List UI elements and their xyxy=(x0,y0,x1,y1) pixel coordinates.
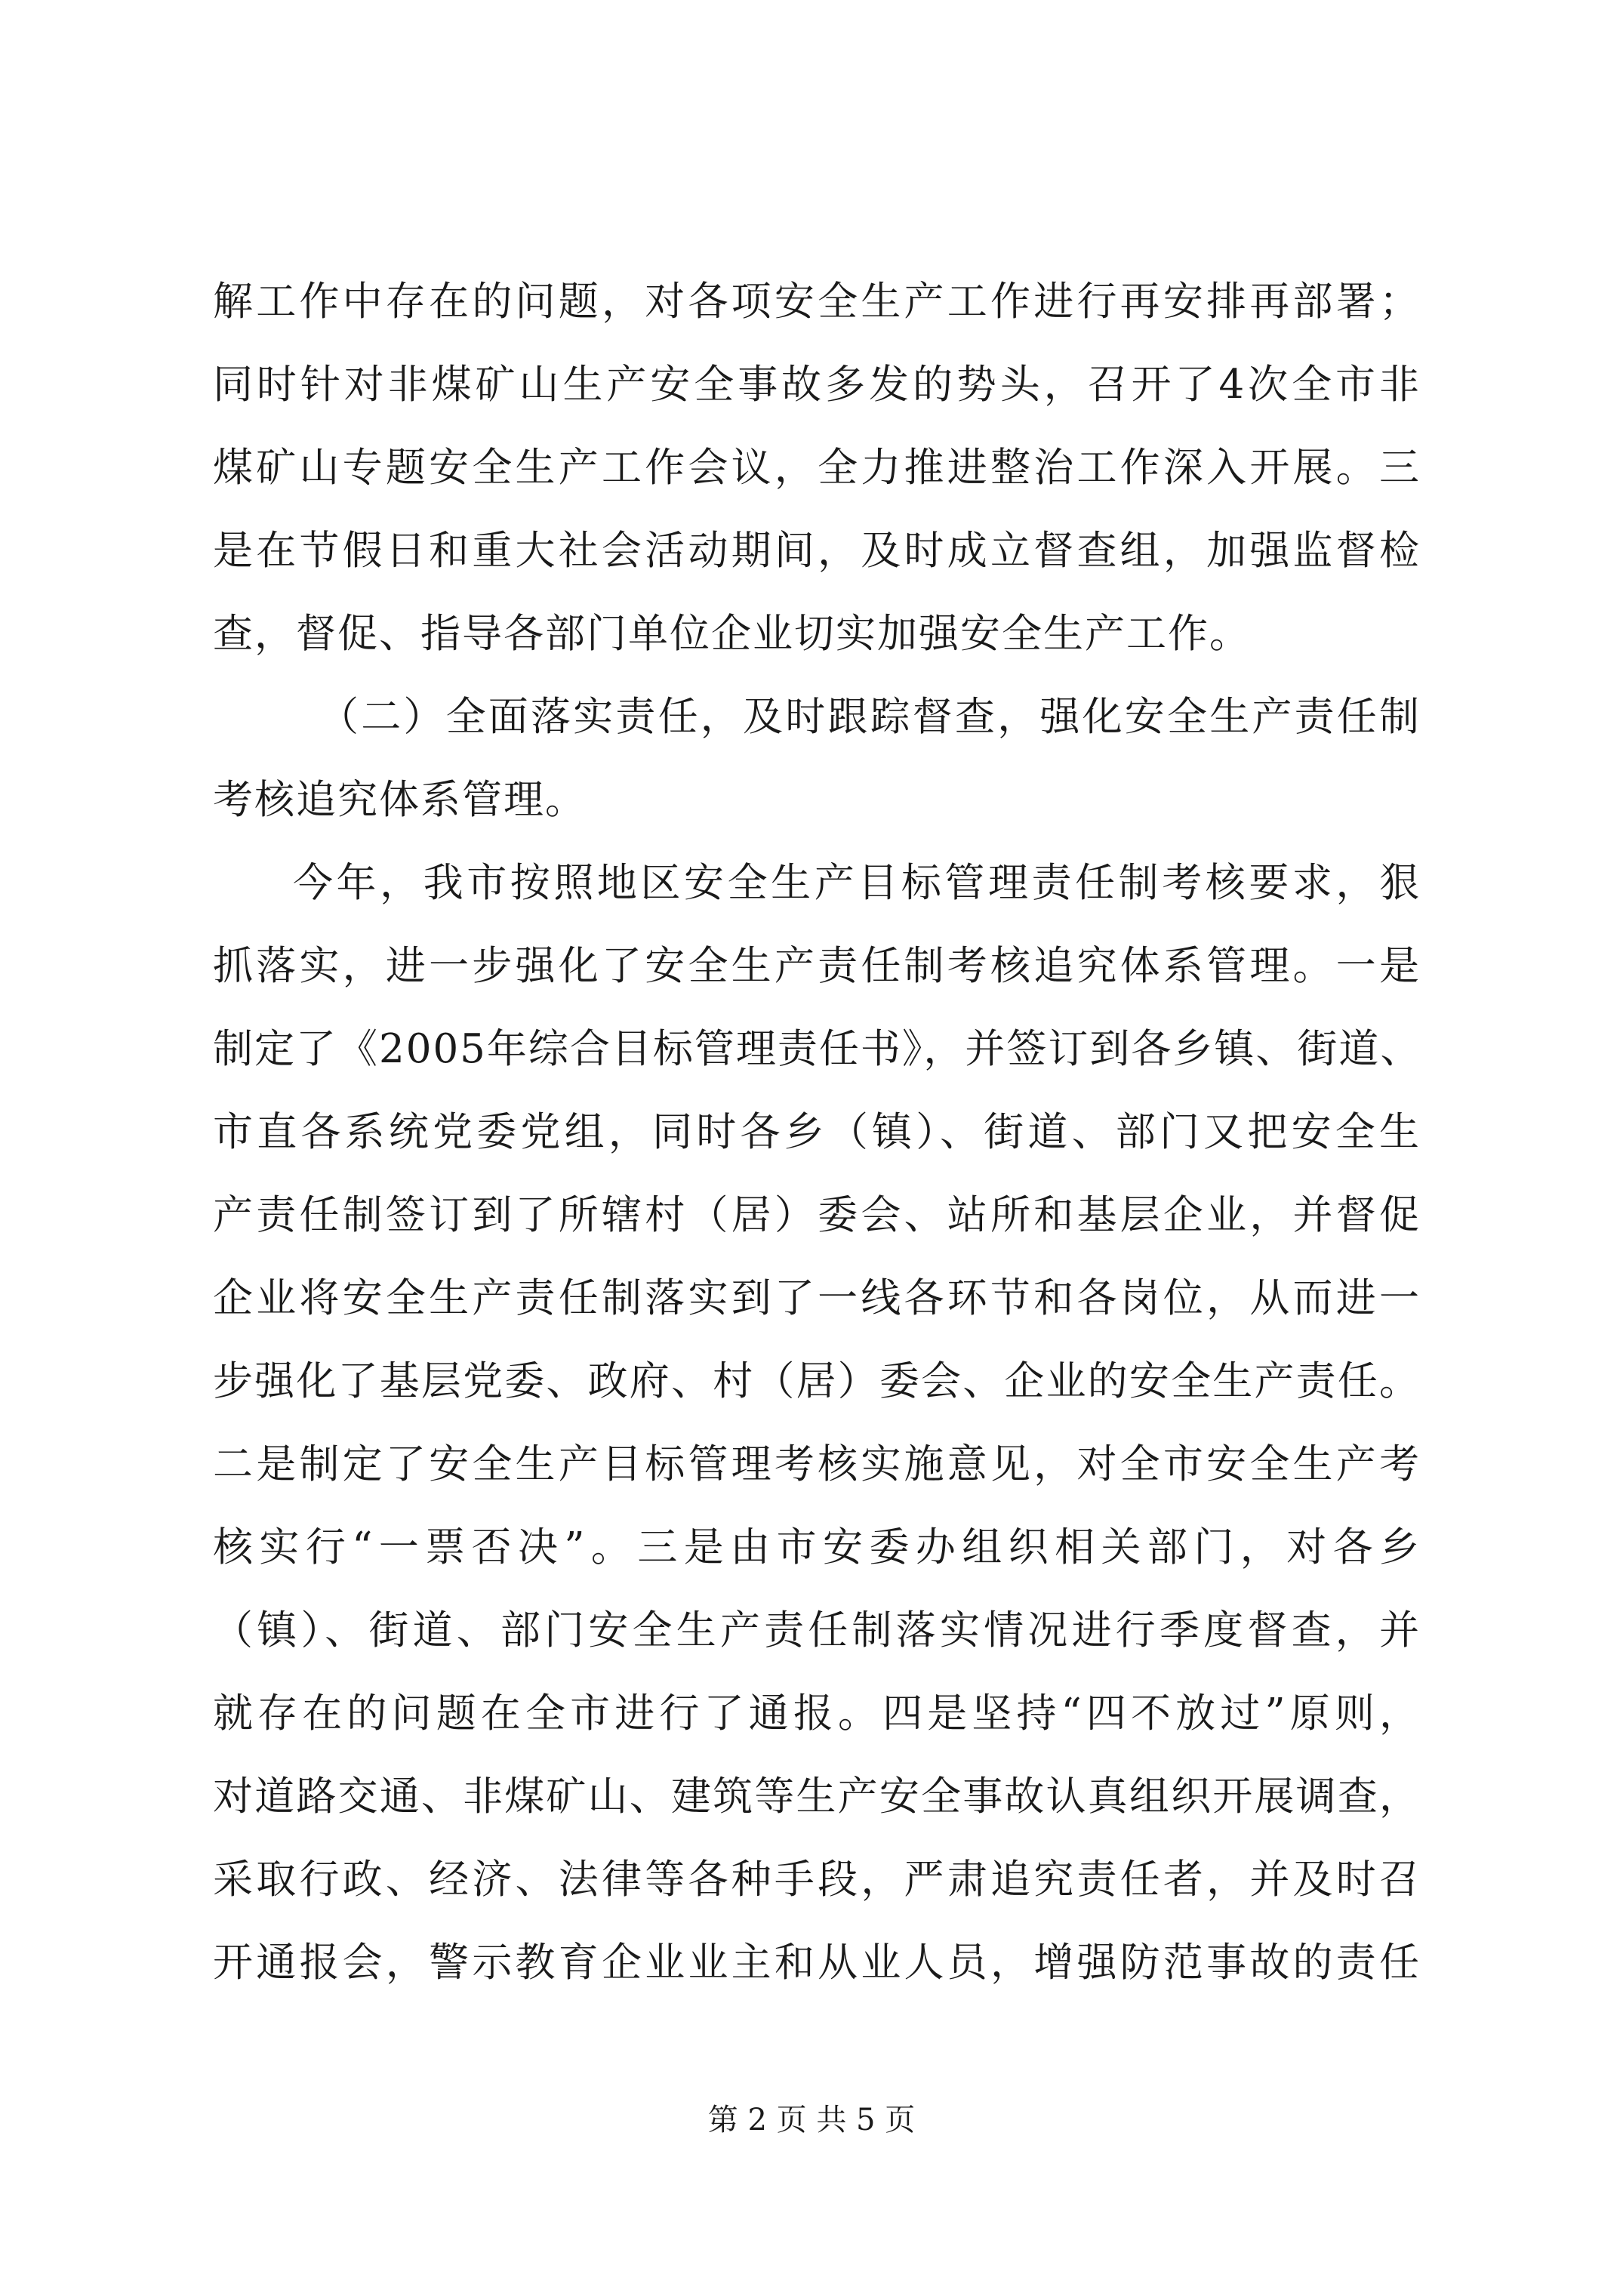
text-line: 企业将安全生产责任制落实到了一线各环节和各岗位，从而进一 xyxy=(213,1275,1421,1321)
text-line: 就存在的问题在全市进行了通报。四是坚持“四不放过”原则， xyxy=(213,1690,1421,1737)
section-heading-line: （二）全面落实责任，及时跟踪督查，强化安全生产责任制 xyxy=(319,694,1421,740)
text-line: 市直各系统党委党组，同时各乡（镇）、街道、部门又把安全生 xyxy=(213,1109,1421,1155)
body-text xyxy=(213,260,1421,2005)
text-line: 同时针对非煤矿山生产安全事故多发的势头，召开了4次全市非 xyxy=(213,362,1421,408)
text-line: 产责任制签订到了所辖村（居）委会、站所和基层企业，并督促 xyxy=(213,1192,1421,1238)
text-line: 今年，我市按照地区安全生产目标管理责任制考核要求，狠 xyxy=(293,860,1421,906)
text-line: （镇）、街道、部门安全生产责任制落实情况进行季度督查，并 xyxy=(213,1607,1421,1653)
text-line: 煤矿山专题安全生产工作会议，全力推进整治工作深入开展。三 xyxy=(213,445,1421,491)
page-number: 第 2 页 共 5 页 xyxy=(707,2103,916,2137)
text-line: 是在节假日和重大社会活动期间，及时成立督查组，加强监督检 xyxy=(213,528,1421,574)
text-line: 核实行“一票否决”。三是由市安委办组织相关部门，对各乡 xyxy=(213,1524,1421,1570)
text-line: 制定了《2005年综合目标管理责任书》，并签订到各乡镇、街道、 xyxy=(213,1026,1422,1072)
text-line: 二是制定了安全生产目标管理考核实施意见，对全市安全生产考 xyxy=(213,1441,1421,1487)
text-line: 查，督促、指导各部门单位企业切实加强安全生产工作。 xyxy=(213,611,1251,657)
text-line: 对道路交通、非煤矿山、建筑等生产安全事故认真组织开展调查， xyxy=(213,1774,1421,1820)
text-line: 步强化了基层党委、政府、村（居）委会、企业的安全生产责任。 xyxy=(213,1358,1421,1404)
text-line: 开通报会，警示教育企业业主和从业人员，增强防范事故的责任 xyxy=(213,1940,1421,1986)
section-heading-line: 考核追究体系管理。 xyxy=(213,777,587,823)
text-line: 抓落实，进一步强化了安全生产责任制考核追究体系管理。一是 xyxy=(213,943,1421,989)
text-line: 解工作中存在的问题，对各项安全生产工作进行再安排再部署； xyxy=(213,279,1421,325)
text-line: 采取行政、经济、法律等各种手段，严肃追究责任者，并及时召 xyxy=(213,1857,1421,1903)
page-footer xyxy=(0,2097,1623,2143)
